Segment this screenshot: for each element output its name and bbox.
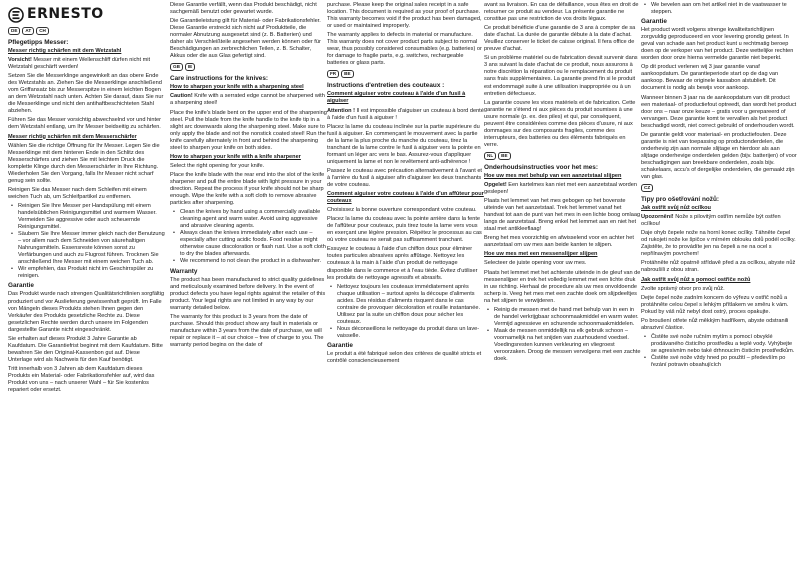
section-title: Garantie bbox=[327, 341, 353, 349]
country-flag: CH bbox=[36, 27, 49, 35]
list-item: • Nous déconseillons le nettoyage du produit dans un lave-vaisselle. bbox=[327, 326, 484, 340]
warning-label: Upozornění! bbox=[641, 214, 674, 221]
bullet-list bbox=[484, 307, 641, 363]
column-english bbox=[170, 2, 327, 567]
list-item: • Clean the knives by hand using a commercially available cleaning agent and warm water. Avoid using aggressive and abrasive cleaning agents. bbox=[170, 209, 327, 230]
list-item: • Säubern Sie Ihre Messer immer gleich nach der Benutzung – vor allem nach dem Schneiden von säurehaltigen Nahrungsmitteln. Essensreste können sonst zu Verfärbungen und auch zu Flugrost führen. Trocknen Sie anschließend Ihre Messer mit einem weichen Tuch ab. bbox=[8, 231, 165, 266]
paragraph: The product has been manufactured to strict quality guidelines and meticulously examined before delivery. In the event of product defects you have legal rights against the retailer of this product. Your legal rights are not limited in any way by our warranty detailed below. bbox=[170, 276, 326, 311]
warning-paragraph bbox=[327, 108, 484, 122]
paragraph: avant sa livraison. En cas de défaillance, vous êtes en droit de retourner ce produit au vendeur. La présente garantie ne constitue pas une restriction de vos droits légaux. bbox=[484, 2, 639, 23]
paragraph: Passez le couteau avec précaution alternativement à l'avant et à l'arrière du fusil à aiguiser afin d'aiguiser les deux tranchants de votre couteau. bbox=[327, 167, 482, 188]
paragraph: De garantie geldt voor materiaal- en productiefouten. Deze garantie is niet van toepassing op productonderdelen, die onderhevig zijn aan normale slijtage en hierdoor als aan slijtage onderhevige onderdelen gelden (bijv. batterijen) of voor beschadigingen aan breekbare onderdelen, zoals bijv. schakelaars, accu's of dergelijke onderdelen, die gemaakt zijn van glas. bbox=[641, 131, 797, 181]
subheading: How to sharpen your knife with a sharpening steel bbox=[170, 84, 304, 91]
paragraph: Wanneer binnen 3 jaar na de aankoopdatum van dit product een materiaal- of productiefout optreedt, dan wordt het product door ons – naar onze keuze – gratis voor u gerepareerd of vervangen. Deze garantie komt te vervallen als het product beschadigd wordt, niet correct gebruikt of onderhouden wordt. bbox=[641, 94, 797, 129]
warning-label: Vorsicht! bbox=[8, 57, 32, 64]
country-flag: DE bbox=[8, 27, 20, 35]
paragraph: Si un problème matériel ou de fabrication devait survenir dans 3 ans suivant la date d'achat de ce produit, nous assurons à notre discrétion la réparation ou le remplacement du produit sans frais supplémentaires. La garantie prend fin si le produit est endommagé suite à une utilisation inappropriée ou à un entretien défectueux. bbox=[484, 55, 638, 97]
subheading: Messer richtig schärfen mit dem Wetzstahl bbox=[8, 48, 122, 54]
country-flag: IE bbox=[185, 63, 195, 71]
paragraph: La garantie couvre les vices matériels et de fabrication. Cette garantie ne s'étend ni aux pièces du produit soumises à une usure normale (p. ex. des piles) et qui, par conséquent, peuvent être considérées comme des pièces d'usure, ni aux dommages sur des composants fragiles, comme des interrupteurs, des batteries ou des éléments fabriqués en verre. bbox=[484, 99, 636, 148]
section-title: Tipy pro ošetřování nožů: bbox=[641, 196, 719, 204]
list-item: • Nettoyez toujours les couteaux immédiatement après chaque utilisation – surtout après la découpe d'aliments acides. Des résidus d'aliments risquent dans le cas contraire de provoquer décoloration et rouille instantanée. Utilisez par la suite un chiffon doux pour sécher les couteaux. bbox=[327, 284, 484, 326]
paragraph: Selecteer de juiste opening voor uw mes. bbox=[484, 260, 587, 267]
paragraph: Die Garantieleistung gilt für Material- oder Fabrikationsfehler. Diese Garantie erstreckt sich nicht auf Produktteile, die normaler Abnutzung ausgesetzt sind (z. B. Batterien) und daher als Verschleißteile angesehen werden können oder für Beschädigungen an zerbrechlichen Teilen, z. B. Schalter, Akkus oder die aus Glas gefertigt sind. bbox=[170, 18, 321, 60]
brand-name: ERNESTO bbox=[27, 6, 104, 23]
paragraph: Essuyez le couteau à l'aide d'un chiffon doux pour éliminer toutes particules abrasives après affûtage. Nettoyez les couteaux à la main à l'aide d'un produit de nettoyage disponible dans le commerce et à l'eau tiède. Évitez d'utiliser les produits de nettoyage agressifs et abrasifs. bbox=[327, 246, 478, 281]
subheading: Messer richtig schärfen mit dem Messerschärfer bbox=[8, 133, 137, 140]
paragraph: Reinigen Sie das Messer nach dem Schleifen mit einem weichen Tuch ab, um Schleifpartikel zu entfernen. bbox=[8, 186, 147, 200]
country-flag: GB bbox=[170, 63, 183, 71]
paragraph: Plaats het lemmet met het achterste uiteinde in de gleuf van de messenslijper en trek het volledig lemmet met een lichte druk in uw richting. Herhaal de procedure als uw mes onvoldoende scherp is. Veeg het mes met een zachte doek om slijpdeeltjes na het slijpen te verwijderen. bbox=[484, 269, 641, 304]
column-dutch-czech bbox=[641, 2, 798, 567]
country-flag: AT bbox=[22, 27, 34, 35]
paragraph: Place the knife blade with the rear end into the slot of the knife sharpener and pull the entire blade with light pressure in your direction. Repeat the process if your knife should not be sharp enough. Wipe the knife with a soft cloth to remove abrasive particles after sharpening. bbox=[170, 171, 325, 207]
country-flag: CZ bbox=[641, 184, 653, 192]
country-flag: BE bbox=[498, 152, 510, 160]
country-flags bbox=[8, 27, 165, 35]
list-item: • Reinigen Sie Ihre Messer per Handspülung mit einem handelsüblichen Reinigungsmittel und warmem Wasser. Vermeiden Sie aggressive oder auch scheuernde Reinigungsmittel. bbox=[8, 203, 165, 231]
paragraph: Setzen Sie die Messerklinge angewinkelt an das obere Ende des Wetzstahls an. Ziehen Sie die Messerklinge anschließend vom Griffansatz bis zur Messerspitze in einem leichten Bogen an dem Wetzstahl nach unten. Achten Sie darauf, dass Sie nur die Messerklinge und nicht den antihaftbeschichteten Stahl abziehen. bbox=[8, 73, 164, 115]
country-flag: BE bbox=[341, 70, 353, 78]
warning-text: Een kartelmes kan niet met een aanzetstaal worden geslepen! bbox=[484, 181, 637, 196]
paragraph: Po broušení otřete nůž měkkým hadříkem, abyste odstranili abrazivní částice. bbox=[641, 317, 789, 331]
paragraph: Le produit a été fabriqué selon des critères de qualité stricts et contrôlé consciencieusement bbox=[327, 350, 482, 365]
paragraph: Select the right opening for your knife. bbox=[170, 162, 265, 169]
subheading: Comment aiguiser votre couteau à l'aide d'un fusil à aiguiser bbox=[327, 91, 466, 105]
warning-paragraph bbox=[484, 182, 641, 196]
paragraph: Wählen Sie die richtige Öffnung für Ihr Messer. Legen Sie die Messerklinge mit dem hinteren Ende in den Schlitz des Messerschärfers und ziehen Sie mit leichtem Druck die komplette Klinge durch den Messerschärfer in Ihre Richtung. Wiederholen Sie den Vorgang, falls Ihr Messer nicht scharf genug sein sollte. bbox=[8, 142, 160, 184]
country-flags bbox=[641, 184, 798, 192]
country-flags bbox=[170, 63, 327, 71]
warning-text: Nože s pilovitým ostřím nemůže být ostřen ocílkou! bbox=[641, 214, 781, 228]
section-title: Care instructions for the knives: bbox=[170, 75, 269, 83]
subheading: Hoe uw mes met behulp van een aanzetstaal slijpen bbox=[484, 172, 622, 179]
paragraph: Ce produit bénéficie d'une garantie de 3 ans à compter de sa date d'achat. La durée de garantie débute à la date d'achat. Veuillez conserver le ticket de caisse original. Il fera office de preuve d'achat. bbox=[484, 25, 636, 53]
bullet-list bbox=[327, 284, 484, 340]
paragraph: Op dit product verlenen wij 3 jaar garantie vanaf aankoopdatum. De garantieperiode start op de dag van aankoop. Bewaar de originele kassabon alstublieft. Dit document is nodig als bewijs voor aankoop. bbox=[641, 64, 779, 92]
paragraph: Placez la lame du couteau avec la pointe arrière dans la fente de l'affûteur pour couteaux, puis tirez toute la lame vers vous en exerçant une légère pression. Répétez le processus au cas où votre couteau ne serait pas suffisamment tranchant. bbox=[327, 216, 482, 244]
subheading: How to sharpen your knife with a knife sharpener bbox=[170, 153, 301, 160]
list-item: • We recommend to not clean the product in a dishwasher. bbox=[170, 258, 327, 265]
warning-label: Caution! bbox=[170, 93, 193, 100]
warning-label: Opgelet! bbox=[484, 181, 507, 188]
warning-paragraph bbox=[641, 214, 798, 228]
country-flag: FR bbox=[327, 70, 339, 78]
section-title: Pflegetipps Messer: bbox=[8, 39, 69, 46]
country-flags bbox=[327, 70, 484, 78]
paragraph: Place the knife's blade bent on the upper end of the sharpening steel. Pull the blade from the knife handle to the knife tip in a slight arc downwards along the sharpening steel. Make sure to only apply the blade and not the nonstick coated steel! Run the knife carefully alternately in front and behind the sharpening steel to sharpen your knife on both sides. bbox=[170, 109, 327, 151]
subheading: Hoe uw mes met een messenslijper slijpen bbox=[484, 251, 598, 258]
list-item: • Wir empfehlen, das Produkt nicht im Geschirrspüler zu reinigen. bbox=[8, 266, 165, 280]
subheading: Jak ostřit svůj nůž ocílkou bbox=[641, 205, 711, 212]
bullet-list bbox=[170, 209, 327, 265]
warning-paragraph bbox=[8, 57, 165, 71]
list-item: • Always clean the knives immediately after each use – especially after cutting acidic foods. Food residue might otherwise cause discoloration or flash rust. Use a soft cloth to dry the blades afterwards. bbox=[170, 230, 327, 258]
warning-text: Messer mit einem Wellenschliff dürfen nicht mit Wetzstahl geschärft werden! bbox=[8, 57, 151, 71]
column-french-dutch bbox=[484, 2, 641, 567]
paragraph: Dejte čepel nože zadním koncem do výřezu v ostřič nožů a protáhněte celou čepel s lehkým přítlakem ve směru k vám. Pokud by váš nůž nebyl dost ostrý, proces opakujte. bbox=[641, 294, 789, 315]
section-title: Garantie bbox=[641, 18, 667, 26]
paragraph: Tritt innerhalb von 3 Jahren ab dem Kaufdatum dieses Produkts ein Material- oder Fabrikationsfehler auf, wird das Produkt von uns – nach unserer Wahl – für Sie kostenlos repariert oder ersetzt. bbox=[8, 365, 155, 394]
country-flag: NL bbox=[484, 152, 496, 160]
section-title: Garantie bbox=[8, 282, 34, 290]
warning-paragraph bbox=[170, 93, 327, 107]
warning-text: Knife with a serrated edge cannot be sharpened with a sharpening steel! bbox=[170, 93, 325, 107]
country-flags bbox=[484, 152, 641, 160]
paragraph: Diese Garantie verfällt, wenn das Produkt beschädigt, nicht sachgemäß benutzt oder gewartet wurde. bbox=[170, 2, 317, 16]
list-item: • Čistěte své nože vždy hned po použití – především po řezání potravin obsahujících bbox=[641, 355, 798, 369]
paragraph: The warranty applies to defects in material or manufacture. This warranty does not cover product parts subject to normal wear, thus possibly considered consumables (e.g. batteries) or for damage to fragile parts, e.g. switches, rechargeable batteries or glass parts. bbox=[327, 32, 482, 67]
paragraph: Das Produkt wurde nach strengen Qualitätsrichtlinien sorgfältig produziert und vor Auslieferung gewissenhaft geprüft. Im Falle von Mängeln dieses Produkts stehen Ihnen gegen den Verkäufer des Produkts gesetzliche Rechte zu. Diese gesetzlichen Rechte werden durch unsere im Folgenden dargestellte Garantie nicht eingeschränkt. bbox=[8, 291, 165, 333]
list-item: • Čistěte své nože ručním mytím s pomocí obvyklé prodávaného čisticího prostředku a teplé vody. Vyhýbejte se agresivním nebo také drhnoucím čisticím prostředkům. bbox=[641, 334, 798, 355]
paragraph: Führen Sie das Messer vorsichtig abwechselnd vor und hinter dem Wetzstahl entlang, um Ihr Messer beidseitig zu schärfen. bbox=[8, 117, 161, 131]
paragraph: Het product wordt volgens strenge kwaliteitsrichtlijnen zorgvuldig geproduceerd en voor levering grondig getest. In geval van schade aan het product kunt u rechtmatig beroep doen op de verkoper van het product. Deze wettelijke rechten worden door onze hierna vermelde garantie niet beperkt. bbox=[641, 27, 794, 62]
list-item: • Reinig de messen met de hand met behulp van in een in de handel verkrijgbaar schoonmaakmiddel en warm water. Vermijd agressieve en schurende schoonmaakmiddelen. bbox=[484, 307, 641, 328]
paragraph: purchase. Please keep the original sales receipt in a safe location. This document is required as your proof of purchase. This warranty becomes void if the product has been damaged, or used or maintained improperly. bbox=[327, 2, 482, 30]
subheading: Comment aiguiser votre couteau à l'aide d'un affûteur pour couteaux bbox=[327, 191, 484, 205]
list-item: • We bevelen aan om het artikel niet in de vaatwasser te steppen. bbox=[641, 2, 798, 16]
section-title: Instructions d'entretien des couteaux : bbox=[327, 82, 445, 90]
section-title: Onderhoudsinstructies voor het mes: bbox=[484, 163, 598, 171]
paragraph: Daje ohyb čepele nože na horní konec ocílky. Táhněte čepel od rukojeti nože ke špičce v mírném oblouku dolů podél ocílky. Zajistěte, že to provádíte jen na čepeli a ne na ocel s nepřilnavým povrchem! bbox=[641, 230, 796, 258]
paragraph: The warranty for this product is 3 years from the date of purchase. Should this product show any fault in materials or manufacture within 3 years from the date of purchase, we will repair or replace it – at our choice – free of charge to you. The warranty period begins on the date of bbox=[170, 313, 324, 348]
ernesto-logo-icon bbox=[8, 7, 24, 23]
paragraph: Protáhněte nůž opatrně střídavě před a za ocílkou, abyste nůž nabroušili z obou stran. bbox=[641, 260, 796, 274]
brand-logo bbox=[8, 6, 165, 24]
bullet-list bbox=[641, 2, 798, 16]
list-item: • Maak de messen onmiddellijk na elk gebruik schoon – voornamelijk na het snijden van zuurhoudend voedsel. Voedingsresten kunnen verkleuring en vliegroest veroorzaken. Droog de messen vervolgens met een zachte doek. bbox=[484, 328, 641, 363]
paragraph: Placez la lame du couteau inclinée sur la partie supérieure du fusil à aiguiser. En commençant le mouvement avec la partie de la lame la plus proche du manche du couteau, tirez la tranchant de la lame contre le fusil à aiguiser vers la pointe en formant un léger arc vers le bas. Assurez-vous d'appliquer uniquement la lame et non le revêtement anti-adhérence ! bbox=[327, 123, 481, 165]
paragraph: Zvolte správný otvor pro svůj nůž. bbox=[641, 285, 725, 292]
paragraph: Sie erhalten auf dieses Produkt 3 Jahre Garantie ab Kaufdatum. Die Garantiefrist beginnt mit dem Kaufdatum. Bitte bewahren Sie den Original-Kassenbon gut auf. Diese Unterlage wird als Nachweis für den Kauf benötigt. bbox=[8, 335, 163, 363]
paragraph: Breng het mes voorzichtig en afwisselend voor en achter het aanzetstaal om uw mes aan beide kanten te slijpen. bbox=[484, 235, 634, 249]
warning-label: Attention ! bbox=[327, 107, 355, 114]
bullet-list bbox=[8, 203, 165, 281]
warning-text: Il est impossible d'aiguiser un couteau à bord denté à l'aide d'un fusil à aiguiser ! bbox=[327, 107, 484, 121]
paragraph: Plaats het lemmet van het mes gebogen op het bovenste uiteinde van het aanzetstaal. Trek het lemmet vanaf het handvat tot aan de punt van het mes in een lichte boog omlaag langs de aanzetstaal. Breng enkel het lemmet aan en niet het staal met antikleeflaag! bbox=[484, 198, 641, 233]
column-german bbox=[8, 6, 165, 567]
subheading: Jak ostřit svůj nůž s pomocí ostřiče nožů bbox=[641, 276, 751, 283]
paragraph: Choisissez la bonne ouverture correspondant votre couteau. bbox=[327, 207, 477, 214]
column-french bbox=[327, 2, 484, 567]
bullet-list bbox=[641, 334, 798, 369]
section-title: Warranty bbox=[170, 267, 198, 275]
